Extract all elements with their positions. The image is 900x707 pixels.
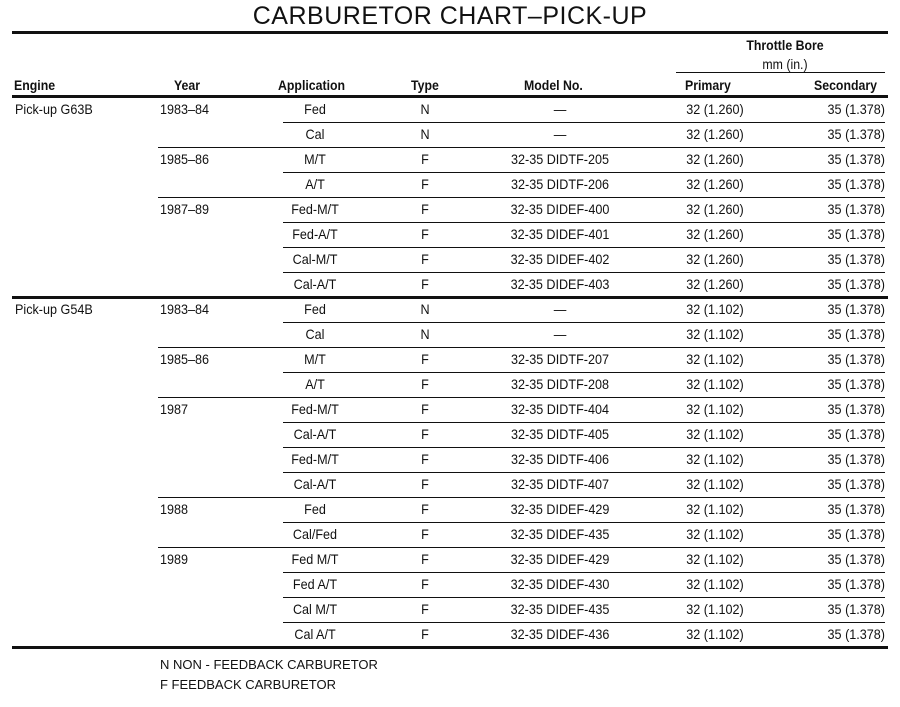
- secondary-cell: 35 (1.378): [827, 451, 885, 467]
- secondary-cell: 35 (1.378): [827, 226, 885, 242]
- year-cell: 1989: [160, 551, 189, 567]
- table-bottom-rule: [12, 646, 888, 649]
- year-cell: 1988: [160, 501, 189, 517]
- application-cell: Cal: [305, 126, 325, 142]
- throttle-bore-header: Throttle Bore: [746, 37, 824, 53]
- type-cell: F: [421, 626, 429, 642]
- type-cell: F: [421, 426, 429, 442]
- secondary-cell: 35 (1.378): [827, 276, 885, 292]
- application-cell: Fed-M/T: [291, 451, 339, 467]
- type-cell: F: [421, 576, 429, 592]
- year-group-rule: [158, 347, 885, 348]
- year-cell: 1985–86: [160, 151, 210, 167]
- year-cell: 1987: [160, 401, 189, 417]
- row-rule: [283, 322, 885, 323]
- type-cell: F: [421, 176, 429, 192]
- row-rule: [283, 422, 885, 423]
- model-cell: 32-35 DIDEF-435: [510, 601, 610, 617]
- primary-cell: 32 (1.102): [686, 601, 744, 617]
- year-cell: 1985–86: [160, 351, 210, 367]
- primary-cell: 32 (1.102): [686, 576, 744, 592]
- primary-cell: 32 (1.102): [686, 476, 744, 492]
- footnote-n: N NON - FEEDBACK CARBURETOR: [160, 657, 378, 672]
- row-rule: [283, 372, 885, 373]
- secondary-cell: 35 (1.378): [827, 126, 885, 142]
- row-rule: [283, 472, 885, 473]
- primary-cell: 32 (1.260): [686, 101, 744, 117]
- model-cell: 32-35 DIDEF-435: [510, 526, 610, 542]
- header-engine: Engine: [14, 77, 56, 93]
- secondary-cell: 35 (1.378): [827, 501, 885, 517]
- type-cell: F: [421, 151, 429, 167]
- secondary-cell: 35 (1.378): [827, 476, 885, 492]
- model-cell: —: [553, 301, 567, 317]
- model-cell: 32-35 DIDTF-404: [510, 401, 610, 417]
- primary-cell: 32 (1.260): [686, 226, 744, 242]
- type-cell: F: [421, 551, 429, 567]
- type-cell: F: [421, 251, 429, 267]
- row-rule: [283, 522, 885, 523]
- application-cell: Cal: [305, 326, 325, 342]
- secondary-cell: 35 (1.378): [827, 151, 885, 167]
- primary-cell: 32 (1.260): [686, 276, 744, 292]
- application-cell: A/T: [305, 376, 325, 392]
- application-cell: M/T: [304, 351, 326, 367]
- application-cell: Fed: [304, 101, 326, 117]
- primary-cell: 32 (1.260): [686, 126, 744, 142]
- application-cell: Cal-A/T: [293, 276, 337, 292]
- model-cell: 32-35 DIDTF-406: [510, 451, 610, 467]
- primary-cell: 32 (1.260): [686, 176, 744, 192]
- page-title: CARBURETOR CHART–PICK-UP: [252, 2, 648, 30]
- header-model: Model No.: [524, 77, 583, 93]
- row-rule: [283, 572, 885, 573]
- primary-cell: 32 (1.102): [686, 426, 744, 442]
- application-cell: Cal-A/T: [293, 426, 337, 442]
- type-cell: F: [421, 476, 429, 492]
- application-cell: Cal-A/T: [293, 476, 337, 492]
- row-rule: [283, 447, 885, 448]
- row-rule: [283, 247, 885, 248]
- model-cell: 32-35 DIDTF-206: [510, 176, 610, 192]
- row-rule: [283, 597, 885, 598]
- secondary-cell: 35 (1.378): [827, 351, 885, 367]
- model-cell: 32-35 DIDEF-430: [510, 576, 610, 592]
- application-cell: Cal-M/T: [292, 251, 338, 267]
- primary-cell: 32 (1.102): [686, 376, 744, 392]
- secondary-cell: 35 (1.378): [827, 326, 885, 342]
- secondary-cell: 35 (1.378): [827, 301, 885, 317]
- header-application: Application: [278, 77, 346, 93]
- header-type: Type: [411, 77, 439, 93]
- secondary-cell: 35 (1.378): [827, 201, 885, 217]
- primary-cell: 32 (1.102): [686, 526, 744, 542]
- header-primary: Primary: [685, 77, 731, 93]
- primary-cell: 32 (1.102): [686, 551, 744, 567]
- secondary-cell: 35 (1.378): [827, 526, 885, 542]
- year-cell: 1983–84: [160, 301, 210, 317]
- application-cell: Fed M/T: [291, 551, 339, 567]
- throttle-bore-unit: mm (in.): [762, 56, 808, 72]
- model-cell: —: [553, 326, 567, 342]
- year-group-rule: [158, 147, 885, 148]
- type-cell: F: [421, 601, 429, 617]
- model-cell: 32-35 DIDEF-402: [510, 251, 610, 267]
- model-cell: 32-35 DIDTF-205: [510, 151, 610, 167]
- type-cell: F: [421, 451, 429, 467]
- model-cell: 32-35 DIDEF-400: [510, 201, 610, 217]
- type-cell: F: [421, 351, 429, 367]
- secondary-cell: 35 (1.378): [827, 576, 885, 592]
- engine-cell: Pick-up G63B: [15, 101, 93, 117]
- type-cell: N: [420, 326, 430, 342]
- year-group-rule: [158, 197, 885, 198]
- application-cell: Fed A/T: [292, 576, 338, 592]
- engine-cell: Pick-up G54B: [15, 301, 93, 317]
- primary-cell: 32 (1.102): [686, 501, 744, 517]
- header-secondary: Secondary: [814, 77, 878, 93]
- model-cell: 32-35 DIDEF-429: [510, 501, 610, 517]
- application-cell: Fed: [304, 301, 326, 317]
- header-year: Year: [174, 77, 201, 93]
- row-rule: [283, 622, 885, 623]
- row-rule: [283, 272, 885, 273]
- application-cell: Fed: [304, 501, 326, 517]
- application-cell: A/T: [305, 176, 325, 192]
- type-cell: F: [421, 501, 429, 517]
- application-cell: Fed-M/T: [291, 401, 339, 417]
- year-group-rule: [158, 397, 885, 398]
- application-cell: Fed-A/T: [292, 226, 338, 242]
- title-rule: [12, 31, 888, 34]
- primary-cell: 32 (1.102): [686, 301, 744, 317]
- row-rule: [283, 222, 885, 223]
- application-cell: Cal A/T: [294, 626, 336, 642]
- primary-cell: 32 (1.260): [686, 151, 744, 167]
- year-group-rule: [158, 547, 885, 548]
- secondary-cell: 35 (1.378): [827, 626, 885, 642]
- model-cell: —: [553, 126, 567, 142]
- model-cell: 32-35 DIDTF-405: [510, 426, 610, 442]
- primary-cell: 32 (1.102): [686, 626, 744, 642]
- application-cell: Fed-M/T: [291, 201, 339, 217]
- model-cell: —: [553, 101, 567, 117]
- type-cell: F: [421, 201, 429, 217]
- year-group-rule: [158, 497, 885, 498]
- secondary-cell: 35 (1.378): [827, 426, 885, 442]
- primary-cell: 32 (1.102): [686, 451, 744, 467]
- primary-cell: 32 (1.102): [686, 351, 744, 367]
- model-cell: 32-35 DIDTF-208: [510, 376, 610, 392]
- secondary-cell: 35 (1.378): [827, 176, 885, 192]
- year-cell: 1987–89: [160, 201, 210, 217]
- type-cell: F: [421, 376, 429, 392]
- model-cell: 32-35 DIDTF-207: [510, 351, 610, 367]
- type-cell: N: [420, 301, 430, 317]
- model-cell: 32-35 DIDTF-407: [510, 476, 610, 492]
- application-cell: Cal M/T: [292, 601, 338, 617]
- engine-group-rule: [12, 296, 888, 299]
- model-cell: 32-35 DIDEF-401: [510, 226, 610, 242]
- group-header-rule: [676, 72, 885, 73]
- secondary-cell: 35 (1.378): [827, 376, 885, 392]
- secondary-cell: 35 (1.378): [827, 101, 885, 117]
- type-cell: N: [420, 101, 430, 117]
- footnote-f: F FEEDBACK CARBURETOR: [160, 677, 337, 692]
- year-cell: 1983–84: [160, 101, 210, 117]
- model-cell: 32-35 DIDEF-403: [510, 276, 610, 292]
- row-rule: [283, 172, 885, 173]
- model-cell: 32-35 DIDEF-429: [510, 551, 610, 567]
- primary-cell: 32 (1.102): [686, 326, 744, 342]
- secondary-cell: 35 (1.378): [827, 551, 885, 567]
- type-cell: F: [421, 226, 429, 242]
- application-cell: Cal/Fed: [292, 526, 338, 542]
- type-cell: F: [421, 276, 429, 292]
- primary-cell: 32 (1.260): [686, 201, 744, 217]
- row-rule: [283, 122, 885, 123]
- secondary-cell: 35 (1.378): [827, 401, 885, 417]
- application-cell: M/T: [304, 151, 326, 167]
- model-cell: 32-35 DIDEF-436: [510, 626, 610, 642]
- type-cell: F: [421, 526, 429, 542]
- type-cell: F: [421, 401, 429, 417]
- header-rule: [12, 95, 888, 98]
- primary-cell: 32 (1.102): [686, 401, 744, 417]
- type-cell: N: [420, 126, 430, 142]
- secondary-cell: 35 (1.378): [827, 601, 885, 617]
- primary-cell: 32 (1.260): [686, 251, 744, 267]
- secondary-cell: 35 (1.378): [827, 251, 885, 267]
